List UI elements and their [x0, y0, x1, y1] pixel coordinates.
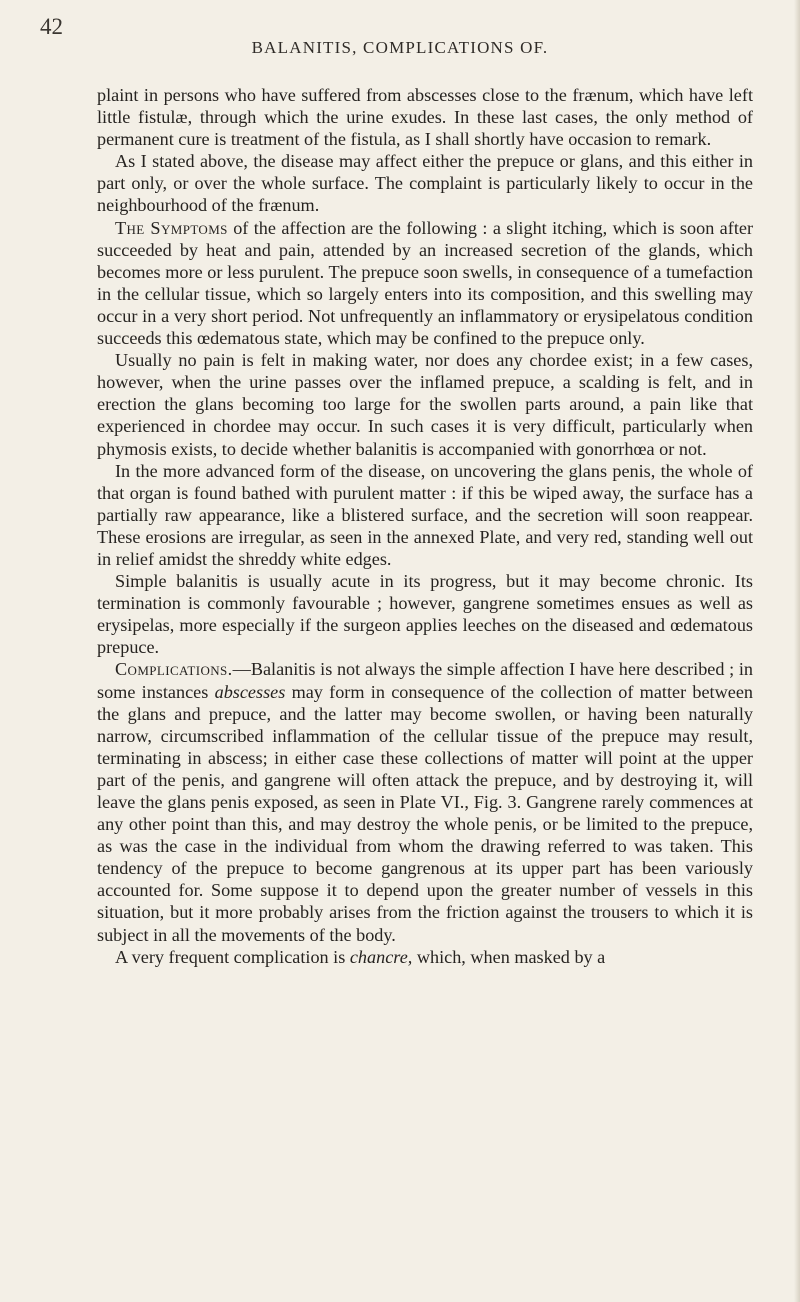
paragraph-chancre [97, 946, 753, 968]
paragraph-continuation [97, 84, 753, 150]
page-number: 42 [40, 14, 63, 39]
paragraph-simple-balanitis [97, 570, 753, 658]
paragraph-text: which, when masked by a [412, 946, 606, 967]
paragraph-text: Simple balanitis is usually acute in its progress, but it may become chronic. Its termination is commonly favourable ; however, gangrene sometimes ensues as well as erysipelas, more especially if the surgeon applies leeches on the diseased and œdematous prepuce. [97, 571, 753, 658]
italic-term-abscesses: abscesses [214, 681, 286, 702]
paragraph-text: may form in consequence of the collection of matter between the glans and prepuce, and the latter may become swollen, or having been naturally narrow, circumscribed inflammation of the cellular tissue of the prepuce may result, terminating in abscess; in either case these collections of matter will point at the upper part of the penis, and gangrene will often attack the prepuce, and by destroying it, will leave the glans penis exposed, as seen in Plate VI., Fig. 3. Gangrene rarely commences at any other point than this, and may destroy the whole penis, or be limited to the prepuce, as was the case in the individual from whom the drawing referred to was taken. This tendency of the prepuce to become gangrenous at its upper part has been variously accounted for. Some suppose it to depend upon the greater number of vessels in this situation, but it more probably arises from the friction against the trousers to which it is subject in all the movements of the body. [97, 681, 753, 945]
paragraph-text: As I stated above, the disease may affect either the prepuce or glans, and this either in part only, or over the whole surface. The complaint is particularly likely to occur in the neighbourhood of the frænum. [97, 151, 753, 216]
italic-term-chancre: chancre, [349, 946, 413, 967]
running-title: BALANITIS, COMPLICATIONS OF. [251, 38, 549, 57]
paragraph-text: Usually no pain is felt in making water, nor does any chordee exist; in a few cases, however, when the urine passes over the inflamed prepuce, a scalding is felt, and in erection the glans becoming too large for the swollen parts around, a pain like that experienced in chordee may occur. In such cases it is very difficult, particularly when phymosis exists, to decide whether balanitis is accompanied with gonorrhœa or not. [97, 350, 753, 459]
paragraph-disease-location [97, 150, 753, 216]
paragraph-advanced-form [97, 460, 753, 570]
paragraph-text: A very frequent complication is [115, 946, 350, 967]
paragraph-complications [97, 658, 753, 945]
paragraph-symptoms [97, 217, 753, 350]
paragraph-pain [97, 349, 753, 459]
page-edge-shadow [794, 0, 800, 1302]
paragraph-text: of the affection are the following : a slight itching, which is soon after succeeded by heat and pain, attended by an increased secretion of the glands, which becomes more or less purulent. The prepuce soon swells, in consequence of a tumefaction in the cellular tissue, which so largely enters into its composition, and this swelling may occur in a very short period. Not unfrequently an inflammatory or erysipelatous condition succeeds this œdematous state, which may be confined to the prepuce only. [97, 217, 753, 349]
body-text [97, 84, 753, 968]
section-lead-complications: Complications. [115, 659, 233, 680]
section-lead-symptoms: The Symptoms [115, 217, 228, 238]
paragraph-text: In the more advanced form of the disease, on uncovering the glans penis, the whole of that organ is found bathed with purulent matter : if this be wiped away, the surface has a partially raw appearance, like a blistered surface, and the secretion will soon reappear. These erosions are irregular, as seen in the annexed Plate, and very red, standing well out in relief amidst the shreddy white edges. [97, 460, 753, 569]
paragraph-text: plaint in persons who have suffered from abscesses close to the frænum, which have left little fistulæ, through which the urine exudes. In these last cases, the only method of permanent cure is treatment of the fistula, as I shall shortly have occasion to remark. [97, 85, 753, 150]
paragraph-text: —Balanitis is not always the simple affection I have here described ; in some instances [97, 659, 753, 702]
